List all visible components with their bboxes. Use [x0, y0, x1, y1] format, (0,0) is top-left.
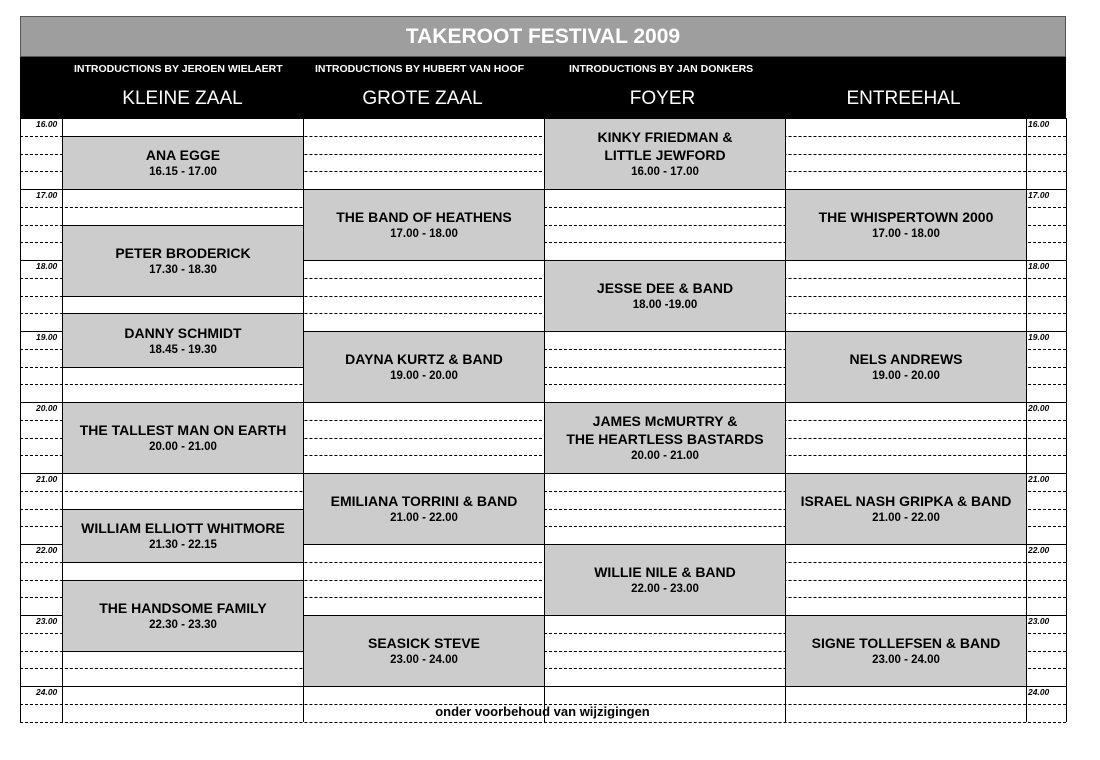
time-label-right: 18.00 [1028, 261, 1050, 271]
act-time: 19.00 - 20.00 [390, 370, 458, 382]
time-label-right: 24.00 [1028, 687, 1050, 697]
act-name: THE WHISPERTOWN 2000 [818, 209, 994, 225]
act-time: 16.00 - 17.00 [631, 166, 699, 178]
time-label-right: 21.00 [1028, 474, 1050, 484]
time-label-right: 20.00 [1028, 403, 1050, 413]
hall-grote-zaal: GROTE ZAAL [362, 88, 483, 109]
schedule-title: TAKEROOT FESTIVAL 2009 [20, 16, 1066, 57]
hall-header-bar [20, 57, 1066, 118]
time-label-left: 20.00 [36, 403, 58, 413]
act-name: SEASICK STEVE [367, 635, 481, 651]
act-name: ISRAEL NASH GRIPKA & BAND [800, 493, 1012, 509]
act-time: 17.00 - 18.00 [872, 228, 940, 240]
act-time: 17.00 - 18.00 [390, 228, 458, 240]
act-time: 18.45 - 19.30 [149, 343, 217, 356]
act-time: 21.00 - 22.00 [872, 512, 940, 524]
act-name: KINKY FRIEDMAN & LITTLE JEWFORD [597, 129, 733, 163]
act-block [303, 615, 545, 687]
act-block [785, 189, 1027, 261]
act-name: PETER BRODERICK [115, 245, 251, 261]
time-label-right: 23.00 [1028, 616, 1050, 626]
column-divider [1066, 118, 1067, 722]
act-name: THE HANDSOME FAMILY [99, 600, 267, 616]
act-block [62, 402, 304, 474]
act-block [785, 473, 1027, 545]
quarter-gridline [20, 722, 1066, 723]
act-name: THE BAND OF HEATHENS [336, 209, 512, 225]
act-time: 21.00 - 22.00 [390, 512, 458, 524]
time-label-left: 19.00 [36, 332, 58, 342]
act-time: 19.00 - 20.00 [872, 370, 940, 382]
act-time: 22.00 - 23.00 [631, 583, 699, 595]
hour-gridline [20, 118, 1066, 119]
act-block [785, 331, 1027, 403]
act-name: NELS ANDREWS [849, 351, 963, 367]
intro-kleine-zaal: INTRODUCTIONS BY JEROEN WIELAERT [74, 63, 283, 75]
act-time: 16.15 - 17.00 [149, 166, 217, 178]
time-label-left: 17.00 [36, 190, 58, 200]
hall-entreehal: ENTREEHAL [846, 88, 961, 109]
hall-kleine-zaal: KLEINE ZAAL [122, 88, 243, 109]
act-time: 18.00 -19.00 [632, 299, 698, 311]
act-block [62, 313, 304, 368]
act-time: 21.30 - 22.15 [149, 539, 217, 551]
act-block [62, 136, 304, 190]
act-time: 23.00 - 24.00 [872, 654, 940, 666]
act-block [544, 260, 786, 332]
act-block [303, 331, 545, 403]
act-block [544, 402, 786, 474]
act-block [544, 544, 786, 616]
hall-foyer: FOYER [629, 88, 696, 109]
act-block [62, 225, 304, 297]
act-name: DANNY SCHMIDT [124, 324, 242, 341]
time-label-left: 21.00 [36, 474, 58, 484]
act-name: DAYNA KURTZ & BAND [345, 351, 503, 367]
time-label-left: 22.00 [36, 545, 58, 555]
footer-note: onder voorbehoud van wijzigingen [435, 704, 650, 719]
act-block [303, 189, 545, 261]
time-label-left: 16.00 [36, 119, 58, 129]
act-name: THE TALLEST MAN ON EARTH [79, 422, 287, 438]
act-time: 22.30 - 23.30 [149, 619, 217, 631]
act-time: 23.00 - 24.00 [390, 654, 458, 666]
time-label-right: 22.00 [1028, 545, 1050, 555]
time-label-right: 17.00 [1028, 190, 1050, 200]
column-divider [20, 118, 21, 722]
act-block [62, 509, 304, 563]
festival-schedule [20, 16, 1066, 721]
intro-foyer: INTRODUCTIONS BY JAN DONKERS [569, 63, 754, 75]
time-label-left: 23.00 [36, 616, 58, 626]
act-name: WILLIAM ELLIOTT WHITMORE [81, 520, 285, 536]
time-label-right: 16.00 [1028, 119, 1050, 129]
act-name: EMILIANA TORRINI & BAND [330, 493, 518, 509]
act-block [544, 118, 786, 190]
act-block [303, 473, 545, 545]
intro-grote-zaal: INTRODUCTIONS BY HUBERT VAN HOOF [315, 63, 525, 75]
act-time: 20.00 - 21.00 [631, 450, 699, 462]
time-label-left: 24.00 [36, 687, 58, 697]
act-name: WILLIE NILE & BAND [594, 564, 736, 580]
act-time: 20.00 - 21.00 [149, 441, 217, 453]
act-time: 17.30 - 18.30 [149, 264, 217, 276]
act-name: JAMES McMURTRY & THE HEARTLESS BASTARDS [566, 413, 764, 447]
act-block [62, 580, 304, 652]
act-block [785, 615, 1027, 687]
time-label-right: 19.00 [1028, 332, 1050, 342]
act-name: JESSE DEE & BAND [596, 280, 734, 296]
act-name: ANA EGGE [145, 147, 221, 163]
act-name: SIGNE TOLLEFSEN & BAND [811, 635, 1001, 651]
time-label-left: 18.00 [36, 261, 58, 271]
